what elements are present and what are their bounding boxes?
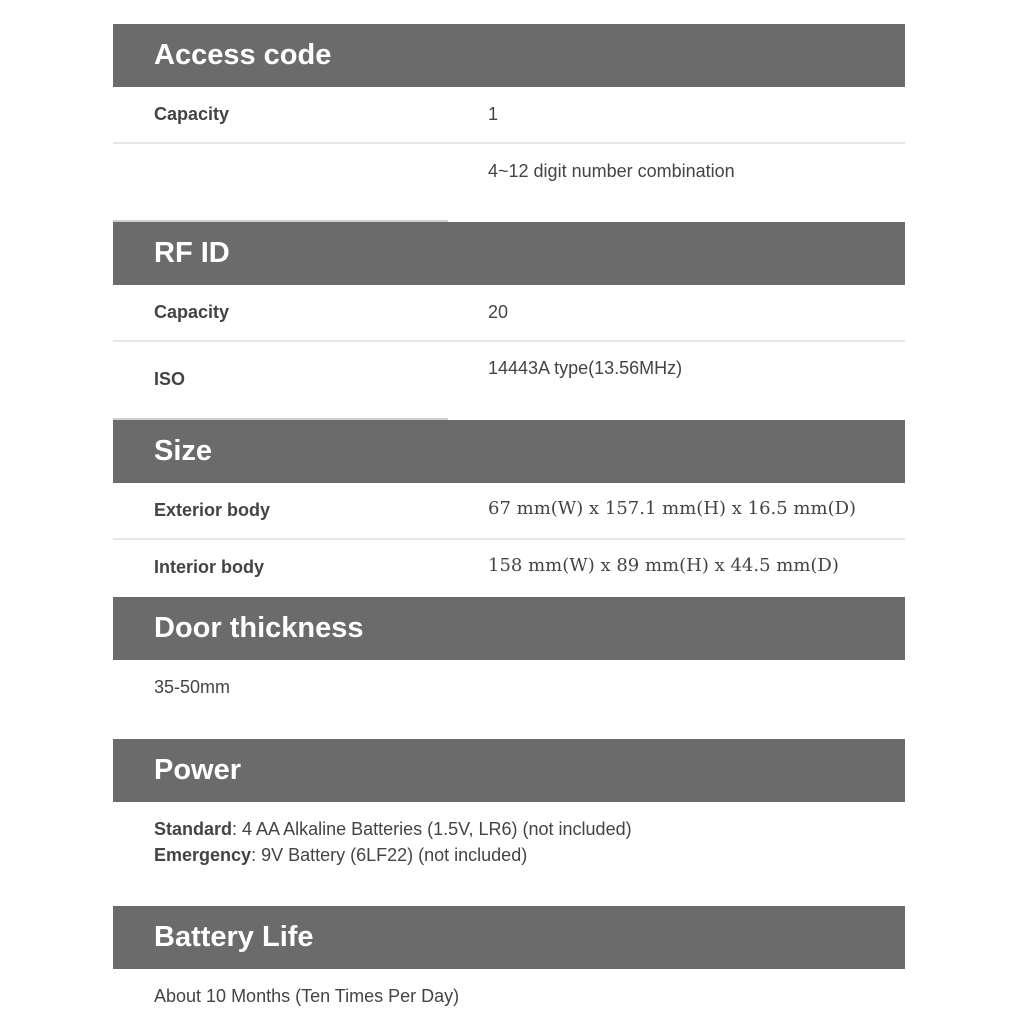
spec-row-access-capacity — [113, 87, 905, 144]
door-thickness-value: 35-50mm — [154, 677, 231, 697]
section-title: Size — [154, 435, 213, 467]
section-header-rf-id — [113, 222, 905, 285]
section-header-battery-life — [113, 906, 905, 969]
row-value: 4~12 digit number combination — [488, 161, 735, 181]
section-header-door-thickness — [113, 597, 905, 660]
section-header-access-code — [113, 24, 905, 87]
power-emergency-line — [154, 842, 527, 868]
row-value: 14443A type(13.56MHz) — [488, 358, 683, 378]
spec-row-exterior-body — [113, 483, 905, 540]
row-label: Interior body — [154, 557, 265, 577]
section-header-power — [113, 739, 905, 802]
section-title: Access code — [154, 39, 332, 71]
section-title: Door thickness — [154, 612, 364, 644]
row-label: Capacity — [154, 104, 230, 124]
spec-row-access-format — [113, 144, 905, 220]
spec-row-interior-body — [113, 540, 905, 597]
power-text: : 4 AA Alkaline Batteries (1.5V, LR6) (not included) — [232, 819, 632, 839]
spec-row-rfid-iso — [113, 342, 905, 418]
spec-row-rfid-capacity — [113, 285, 905, 342]
row-label: Capacity — [154, 302, 230, 322]
row-label: ISO — [154, 369, 186, 389]
power-label: Emergency — [154, 845, 252, 865]
power-text: : 9V Battery (6LF22) (not included) — [251, 845, 528, 865]
row-value: 20 — [488, 302, 509, 322]
section-title: Power — [154, 754, 242, 786]
battery-life-value: About 10 Months (Ten Times Per Day) — [154, 986, 460, 1006]
row-label: Exterior body — [154, 500, 271, 520]
row-value: 67 mm(W) x 157.1 mm(H) x 16.5 mm(D) — [488, 498, 857, 519]
row-value: 1 — [488, 104, 499, 124]
section-title: RF ID — [154, 237, 230, 269]
row-value: 158 mm(W) x 89 mm(H) x 44.5 mm(D) — [488, 555, 839, 576]
power-label: Standard — [154, 819, 233, 839]
power-standard-line — [154, 816, 632, 842]
section-header-size — [113, 420, 905, 483]
section-title: Battery Life — [154, 921, 314, 953]
